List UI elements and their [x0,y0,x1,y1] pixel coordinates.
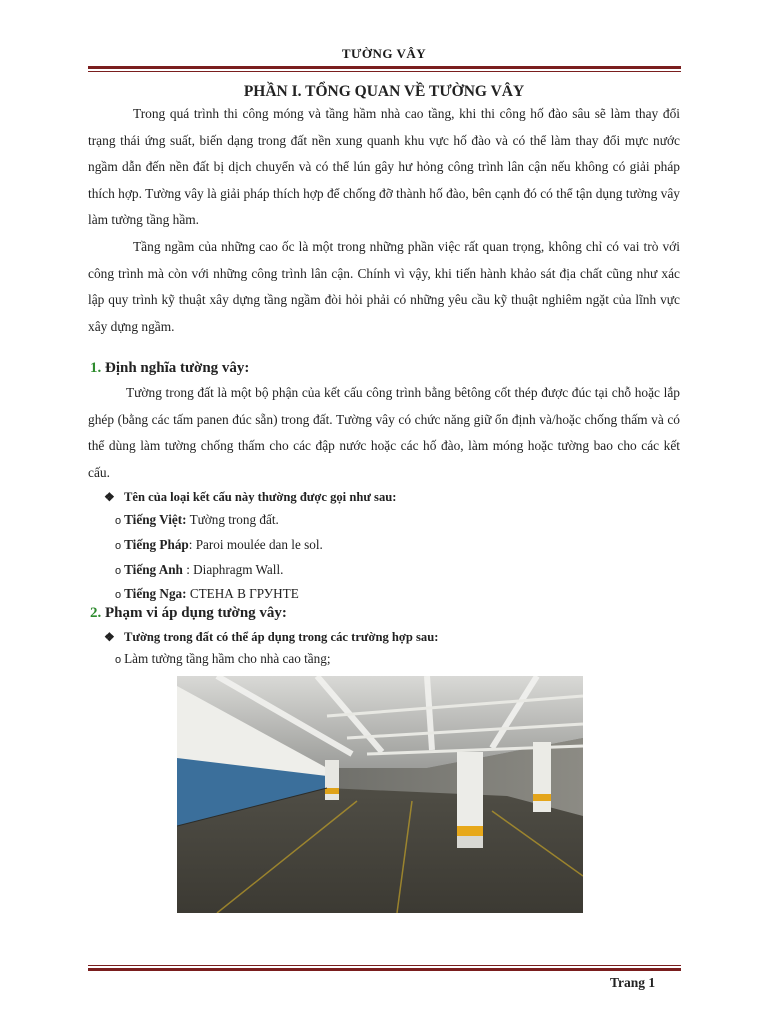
section-2-heading [90,605,287,622]
list-item: o Tiếng Nga: СТЕНА В ГРУНТЕ [115,586,299,601]
applications-heading: Tường trong đất có thể áp dụng trong các trường hợp sau: [124,630,439,644]
circle-bullet-icon: o [115,565,122,577]
section-1-heading [90,360,249,377]
names-heading: Tên của loại kết cấu này thường được gọi như sau: [124,490,397,504]
circle-bullet-icon: o [115,589,122,601]
header-rule-thick [88,66,681,69]
circle-bullet-icon: o [115,515,122,527]
part-title: PHẦN I. TỔNG QUAN VỀ TƯỜNG VÂY [243,83,525,100]
diamond-bullet-icon: ❖ [104,490,115,504]
names-bullet [104,490,396,505]
list-item: o Tiếng Việt: Tường trong đất. [115,512,279,527]
document-header-title: TƯỜNG VÂY [341,46,427,61]
section-1-title: Định nghĩa tường vây: [105,360,250,376]
circle-bullet-icon: o [115,540,122,552]
applications-bullet [104,630,438,645]
circle-bullet-icon: o [115,654,122,666]
section-1-number: 1. [90,360,102,376]
diamond-bullet-icon: ❖ [104,630,115,644]
list-item: o Tiếng Pháp: Paroi moulée dan le sol. [115,537,323,552]
page-number: Trang 1 [610,975,656,990]
list-item: o Làm tường tầng hầm cho nhà cao tầng; [115,651,331,666]
section-2-title: Phạm vi áp dụng tường vây: [105,605,287,621]
section-1-body: Tường trong đất là một bộ phận của kết cấu công trình bằng bêtông cốt thép được đúc tại chỗ hoặc lắp ghép (bằng các tấm panen đúc sẵn) trong đất. Tường vây có chức năng giữ ổn định và/hoặc chống thấm và có thể dùng làm tường chống thấm cho các đập nước hoặc các hố đào, làm móng hoặc tường bao cho các kết cấu. [88,385,680,480]
intro-paragraph-1: Trong quá trình thi công móng và tầng hầm nhà cao tầng, khi thi công hố đào sâu sẽ làm thay đổi trạng thái ứng suất, biến dạng trong đất nền xung quanh khu vực hố đào và có thể làm thay đổi mực nước ngầm dẫn đến nền đất bị dịch chuyển và có thể lún gây hư hỏng công trình lân cận nếu không có giải pháp thích hợp. Tường vây là giải pháp thích hợp để chống đỡ thành hố đào, bên cạnh đó có thể tận dụng tường vây làm tường tầng hầm. [88,106,680,227]
section-2-number: 2. [90,605,102,621]
list-item: o Tiếng Anh : Diaphragm Wall. [115,562,284,577]
basement-parking-photo [177,676,583,913]
footer-rule-thick [88,968,681,971]
footer-rule-thin [88,965,681,966]
intro-paragraph-2: Tầng ngầm của những cao ốc là một trong những phần việc rất quan trọng, không chỉ có vai trò với công trình mà còn với những công trình lân cận. Chính vì vậy, khi tiến hành khảo sát địa chất cũng như xác lập quy trình kỹ thuật xây dựng tầng ngầm đòi hỏi phải có những yêu cầu kỹ thuật nghiêm ngặt của lĩnh vực xây dựng ngầm. [88,239,680,334]
header-rule-thin [88,71,681,72]
